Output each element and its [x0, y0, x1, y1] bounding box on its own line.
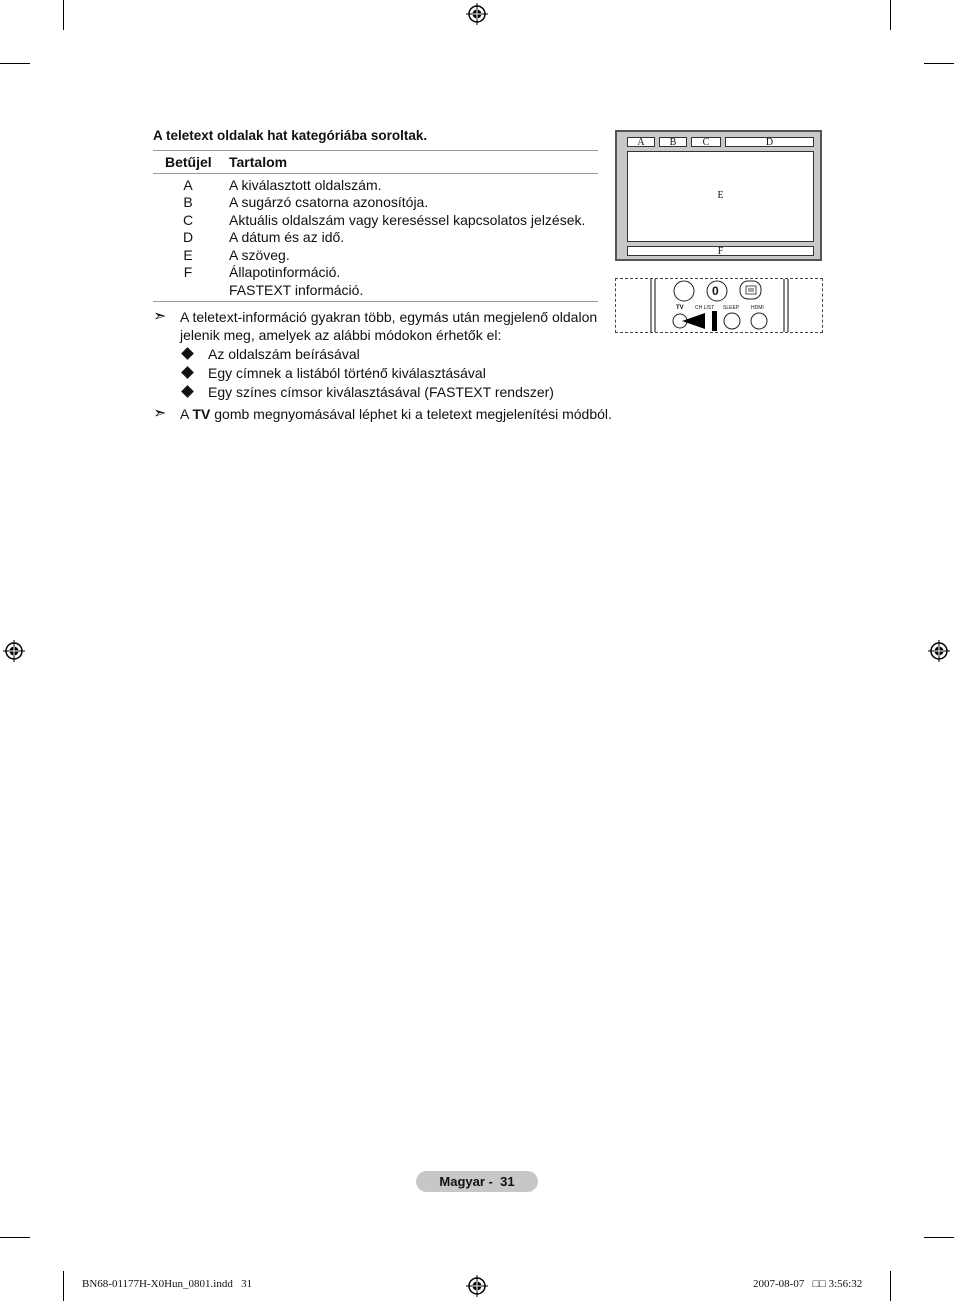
section-heading: A teletext oldalak hat kategóriába soroltak. [153, 128, 428, 143]
page-number-badge [416, 1171, 538, 1192]
table-row [153, 177, 613, 195]
zero-button-label: 0 [712, 284, 719, 298]
registration-mark-icon [466, 1275, 488, 1297]
print-slug-right: 2007-08-07 □□ 3:56:32 [753, 1278, 863, 1290]
diamond-bullet-icon [181, 385, 194, 398]
row-letter: D [182, 229, 194, 245]
label-d: D [725, 137, 814, 147]
table-row [153, 247, 613, 265]
print-slug-left: BN68-01177H-X0Hun_0801.indd 31 [82, 1278, 253, 1290]
row-description: Állapotinformáció. [229, 264, 341, 280]
note-text-prefix: A [180, 406, 193, 422]
page-number-label: Magyar - 31 [439, 1174, 515, 1189]
table-row [153, 212, 613, 230]
crop-mark [0, 63, 30, 64]
bullet-text: Egy színes címsor kiválasztásával (FASTEXT rendszer) [208, 384, 554, 400]
crop-mark [924, 1237, 954, 1238]
table-top-rule [153, 150, 598, 151]
row-description: A dátum és az idő. [229, 229, 345, 245]
note-text-suffix: gomb megnyomásával léphet ki a teletext megjelenítési módból. [210, 406, 612, 422]
note-arrow-icon: ➣ [153, 405, 167, 422]
row-description: A kiválasztott oldalszám. [229, 177, 382, 193]
column-header-content: Tartalom [229, 154, 288, 170]
label-a: A [627, 137, 655, 147]
table-row [153, 194, 613, 212]
row-letter: B [183, 194, 193, 210]
tv-button-name: TV [192, 406, 211, 422]
bullet-text: Az oldalszám beírásával [208, 346, 360, 362]
crop-mark [63, 0, 64, 30]
diamond-bullet-icon [181, 347, 194, 360]
table-header-rule [153, 173, 598, 174]
label-b: B [659, 137, 687, 147]
remote-illustration [616, 279, 822, 332]
row-description: A szöveg. [229, 247, 290, 263]
registration-mark-icon [466, 3, 488, 25]
row-letter: A [183, 177, 193, 193]
remote-control-diagram [615, 278, 823, 333]
sleep-button-label: SLEEP [723, 305, 740, 311]
teletext-screen-diagram [615, 130, 822, 261]
hdmi-button-label: HDMI [751, 305, 764, 311]
crop-mark [924, 63, 954, 64]
label-e: E [627, 151, 814, 242]
note-text: A teletext-információ gyakran több, egymás után megjelenő oldalon jelenik meg, amelyek az alábbi módokon érhetők el: [180, 309, 598, 343]
registration-mark-icon [3, 640, 25, 662]
row-letter: C [182, 212, 194, 228]
tv-button-label: TV [676, 305, 684, 311]
table-row [153, 282, 613, 300]
table-row [153, 229, 613, 247]
row-letter: E [183, 247, 193, 263]
column-header-letter: Betűjel [165, 154, 212, 170]
label-c: C [691, 137, 721, 147]
row-letter: F [183, 264, 193, 280]
row-description: Aktuális oldalszám vagy kereséssel kapcsolatos jelzések. [229, 212, 586, 228]
crop-mark [890, 1271, 891, 1301]
crop-mark [63, 1271, 64, 1301]
registration-mark-icon [928, 640, 950, 662]
crop-mark [890, 0, 891, 30]
table-row [153, 264, 613, 282]
row-description: A sugárzó csatorna azonosítója. [229, 194, 429, 210]
bullet-text: Egy címnek a listából történő kiválasztásával [208, 365, 486, 381]
table-bottom-rule [153, 301, 598, 302]
label-f: F [627, 246, 814, 256]
note-arrow-icon: ➣ [153, 308, 167, 325]
diamond-bullet-icon [181, 366, 194, 379]
chlist-button-label: CH LIST [695, 305, 715, 311]
crop-mark [0, 1237, 30, 1238]
row-description: FASTEXT információ. [229, 282, 364, 298]
